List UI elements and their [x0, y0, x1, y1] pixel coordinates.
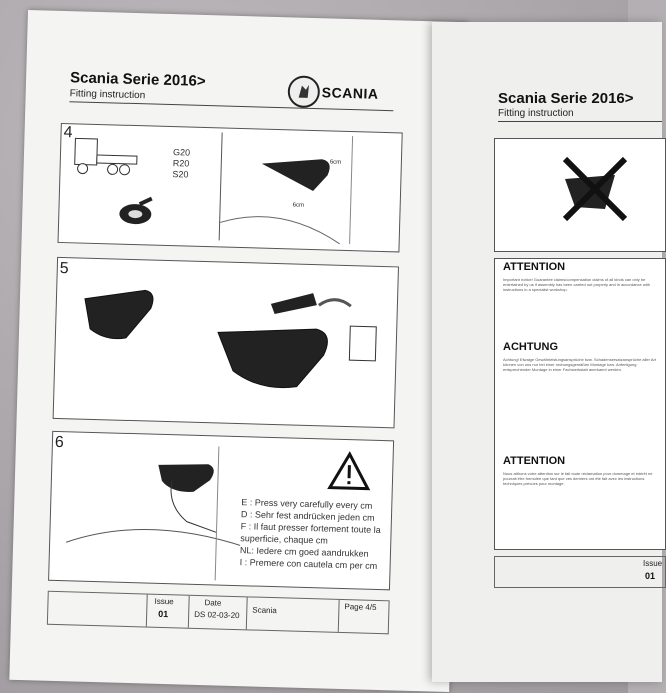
- page-subtitle: Fitting instruction: [69, 88, 146, 102]
- attention-heading-fr: ATTENTION: [503, 455, 566, 467]
- date-value: DS 02-03-20: [194, 609, 240, 621]
- instruction-fr-cont: superficie, chaque cm: [240, 533, 328, 546]
- left-page: [9, 10, 468, 692]
- date-label: Date: [204, 598, 222, 608]
- issue-value: 01: [158, 608, 169, 620]
- step-number: 6: [54, 433, 65, 452]
- model-s20: S20: [172, 169, 189, 180]
- tape-roll-icon: [115, 196, 156, 229]
- right-warning-panel: [494, 138, 666, 252]
- instruction-nl: NL: Iedere cm goed aandrukken: [239, 545, 369, 559]
- issue-label: Issue: [154, 596, 174, 607]
- instruction-en: E : Press very carefully every cm: [241, 497, 373, 511]
- right-issue-label: Issue: [643, 559, 663, 568]
- company-value: Scania: [252, 605, 277, 616]
- measure-label-b: 6cm: [292, 202, 305, 209]
- scania-logo-text: SCANIA: [321, 84, 379, 102]
- right-page-subtitle: Fitting instruction: [498, 108, 574, 119]
- header-rule: [69, 101, 393, 111]
- truck-illustration: [72, 134, 143, 182]
- right-page: [432, 22, 662, 682]
- peel-backing-illustration: [64, 268, 388, 417]
- attention-text-fr: Nous attirons votre attention sur le fait toute réclamation pour dommage et intérêt ne pourrait être formulée que tant que ces derniers ont été fait avec les instructions techniques prévues pour montage.: [503, 471, 653, 486]
- model-g20: G20: [172, 147, 191, 158]
- press-instructions: [239, 497, 389, 585]
- warning-triangle-icon: [328, 452, 371, 491]
- right-page-title: Scania Serie 2016>: [498, 90, 634, 107]
- step-5-panel: [53, 257, 399, 428]
- scania-griffin-icon: [287, 75, 320, 108]
- instruction-de: D : Sehr fest andrücken jeden cm: [240, 509, 375, 523]
- step-4-panel: [58, 123, 403, 253]
- step-6-panel: [48, 431, 394, 590]
- press-mirror-illustration: [65, 442, 259, 581]
- right-issue-value: 01: [645, 571, 656, 581]
- page-number: Page 4/5: [344, 602, 377, 612]
- page-title: Scania Serie 2016>: [69, 69, 206, 90]
- right-attention-panel: [494, 258, 666, 550]
- model-r20: R20: [172, 158, 190, 169]
- attention-heading-de: ACHTUNG: [503, 341, 558, 353]
- attention-text-en: Important notice! Guarantee claims/compensation claims of all kinds can only be entertained by us if assembly has been carried out properly and in accordance with instructions in a specialist workshop.: [503, 277, 650, 292]
- step-number: 4: [63, 124, 73, 142]
- instruction-fr: F : Il faut presser fortement toute la: [240, 521, 381, 536]
- instruction-it: I : Premere con cautela cm per cm: [239, 557, 378, 571]
- step-number: 5: [59, 259, 69, 278]
- footer-table: [47, 591, 390, 635]
- mirror-detail-frame: [219, 132, 395, 245]
- right-footer-table: [494, 556, 666, 588]
- measure-label-a: 6cm: [329, 159, 342, 166]
- right-header-rule: [498, 121, 662, 122]
- attention-text-de: Achtung! Etwaige Gewährleistungsansprüche bzw. Schadensersatzansprüche aller Art können von uns nur bei einer ordnungsgemäßen Montage bzw. Anfertigung entsprechender Montage in einer Fachwerkstatt anerkannt werden.: [503, 357, 656, 372]
- attention-heading-en: ATTENTION: [503, 261, 566, 273]
- no-pressure-illustration: [495, 139, 665, 251]
